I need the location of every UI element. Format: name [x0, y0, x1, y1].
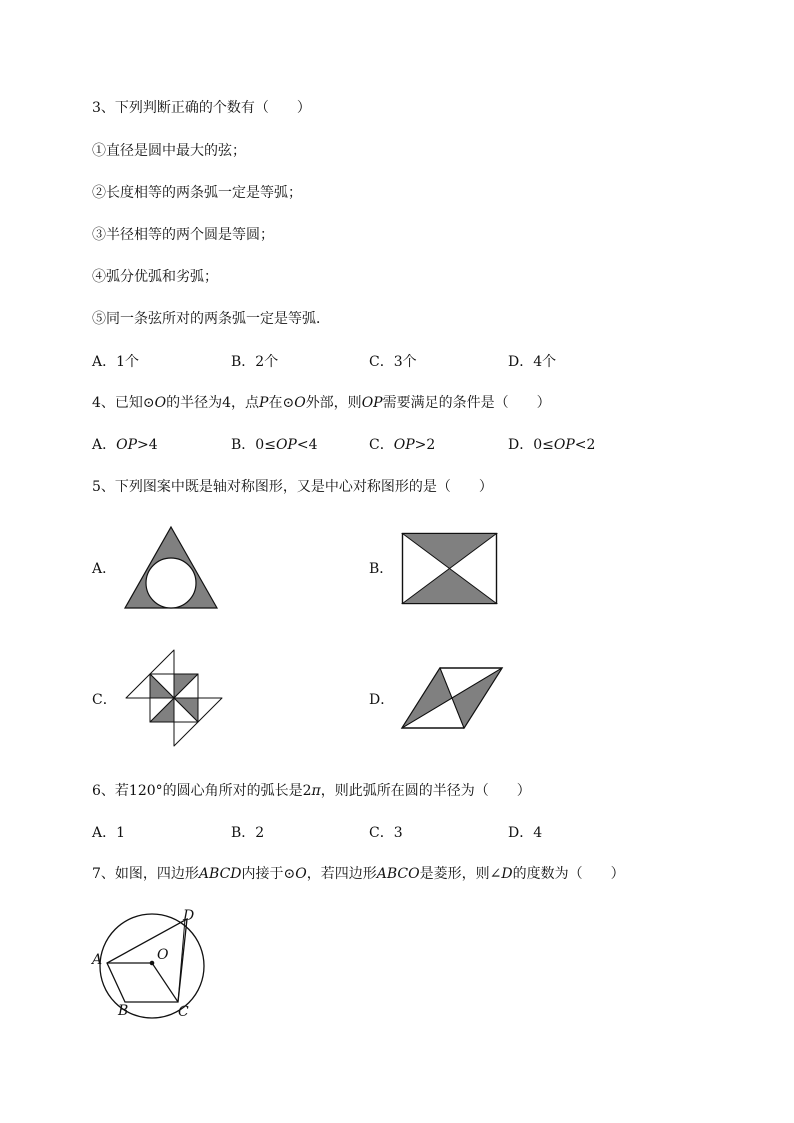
q3-statement-1: ①直径是圆中最大的弦； [92, 143, 246, 159]
q3-statement-4: ④弧分优弧和劣弧； [92, 269, 218, 285]
q5-option-a-label: A． [92, 561, 117, 577]
q5-option-c-label: C． [92, 692, 117, 708]
q6-option-c: C．3 [369, 825, 403, 841]
q3-option-a: A．1个 [92, 354, 140, 370]
quadrilateral-abcd [107, 919, 187, 1002]
q6-option-a: A．1 [92, 825, 126, 841]
q4-option-a: A．OP>4 [92, 437, 158, 453]
q3-statement-2: ②长度相等的两条弧一定是等弧； [92, 185, 302, 201]
q3-statement-5: ⑤同一条弦所对的两条弧一定是等弧． [92, 311, 330, 327]
q5-figure-b-rectangle-hourglass [401, 532, 499, 606]
q3-option-d: D．4个 [508, 354, 557, 370]
q5-option-b-label: B． [369, 561, 394, 577]
q5-figure-c-pinwheel [124, 648, 224, 748]
q4-option-b: B．0≤OP<4 [231, 437, 318, 453]
q5-figure-a-triangle-circle [122, 524, 220, 610]
q3-statement-3: ③半径相等的两个圆是等圆； [92, 227, 274, 243]
q5-stem: 5、下列图案中既是轴对称图形，又是中心对称图形的是（ ） [92, 479, 493, 495]
q5-figure-d-parallelogram [400, 666, 504, 730]
q7-stem: 7、如图，四边形ABCD内接于⊙O，若四边形ABCO是菱形，则∠D的度数为（ ） [92, 866, 625, 882]
q5-option-d-label: D． [369, 692, 395, 708]
q7-label-b: B [118, 1003, 129, 1019]
q6-option-d: D．4 [508, 825, 543, 841]
q7-label-a: A [92, 952, 103, 968]
q7-label-c: C [178, 1004, 189, 1020]
q7-label-o: O [157, 947, 169, 963]
q3-option-b: B．2个 [231, 354, 279, 370]
center-point-o [150, 961, 155, 966]
q4-option-c: C．OP>2 [369, 437, 436, 453]
q6-stem: 6、若120°的圆心角所对的弧长是2π，则此弧所在圆的半径为（ ） [92, 783, 531, 799]
q7-figure-inscribed-quadrilateral [90, 906, 220, 1021]
q7-label-d: D [183, 908, 195, 924]
q4-stem: 4、已知⊙O的半径为4，点P在⊙O外部，则OP需要满足的条件是（ ） [92, 395, 551, 411]
q6-option-b: B．2 [231, 825, 265, 841]
q4-option-d: D．0≤OP<2 [508, 437, 596, 453]
q3-option-c: C．3个 [369, 354, 417, 370]
q3-stem: 3、下列判断正确的个数有（ ） [92, 100, 311, 116]
